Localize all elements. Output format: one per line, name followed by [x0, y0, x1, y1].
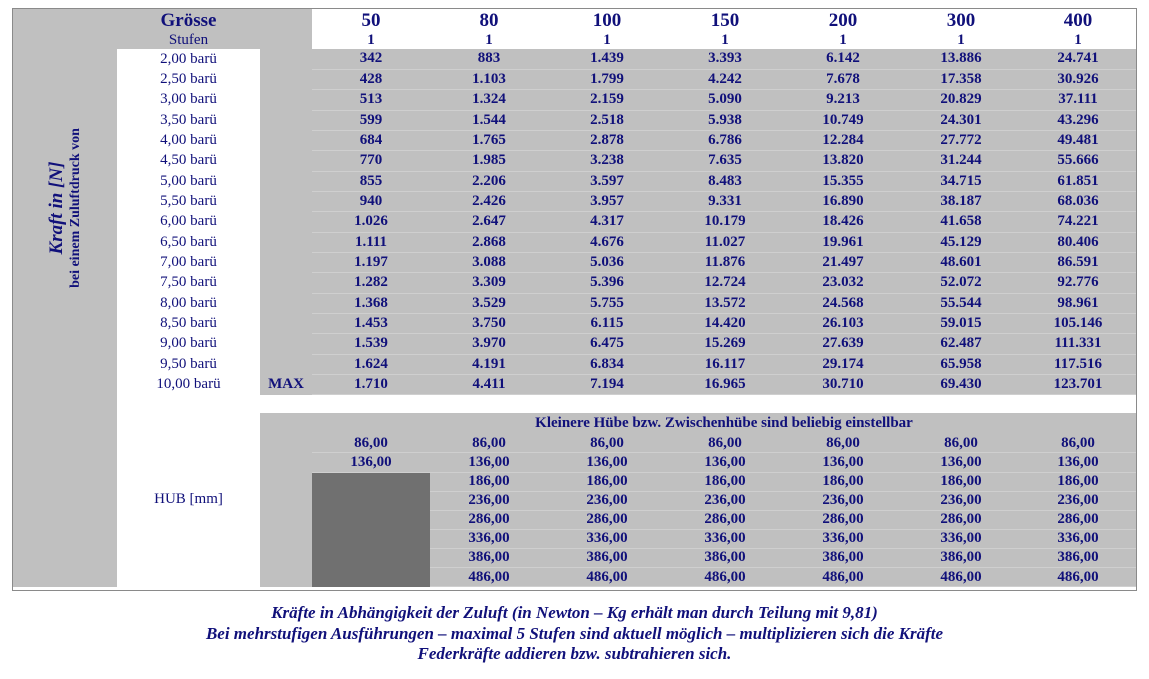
force-value: 4.191	[430, 354, 548, 374]
hub-value: 86,00	[430, 434, 548, 453]
hub-value: 336,00	[784, 529, 902, 548]
force-value: 5.938	[666, 110, 784, 130]
force-value: 855	[312, 171, 430, 191]
table-row	[13, 151, 1136, 171]
force-value: 38.187	[902, 191, 1020, 211]
hub-value: 286,00	[430, 510, 548, 529]
force-value: 2.518	[548, 110, 666, 130]
separator-label	[117, 395, 260, 413]
force-value: 18.426	[784, 212, 902, 232]
hub-value: 236,00	[666, 491, 784, 510]
force-value: 7.194	[548, 375, 666, 395]
hub-value: 336,00	[666, 529, 784, 548]
force-value: 6.786	[666, 130, 784, 150]
force-value: 41.658	[902, 212, 1020, 232]
force-value: 31.244	[902, 151, 1020, 171]
table-row	[13, 130, 1136, 150]
force-value: 1.368	[312, 293, 430, 313]
force-value: 5.036	[548, 252, 666, 272]
force-value: 1.439	[548, 49, 666, 69]
force-value: 7.635	[666, 151, 784, 171]
force-value: 4.317	[548, 212, 666, 232]
side-axis-label	[13, 9, 117, 395]
hub-value: 386,00	[1020, 548, 1136, 567]
force-value: 15.269	[666, 334, 784, 354]
max-marker	[260, 252, 312, 272]
force-value: 3.957	[548, 191, 666, 211]
force-value: 3.309	[430, 273, 548, 293]
force-value: 770	[312, 151, 430, 171]
force-value: 123.701	[1020, 375, 1136, 395]
force-value: 4.676	[548, 232, 666, 252]
pressure-label: 5,00 barü	[117, 171, 260, 191]
force-value: 23.032	[784, 273, 902, 293]
table-row	[13, 212, 1136, 232]
pressure-label: 3,50 barü	[117, 110, 260, 130]
force-value: 6.115	[548, 313, 666, 333]
force-value: 65.958	[902, 354, 1020, 374]
hub-value: 286,00	[548, 510, 666, 529]
force-value: 9.331	[666, 191, 784, 211]
hub-value: 236,00	[430, 491, 548, 510]
force-value: 3.750	[430, 313, 548, 333]
force-value: 37.111	[1020, 90, 1136, 110]
force-value: 74.221	[1020, 212, 1136, 232]
force-value: 92.776	[1020, 273, 1136, 293]
hub-value: 186,00	[430, 472, 548, 491]
hub-value: 236,00	[1020, 491, 1136, 510]
hub-value: 136,00	[666, 453, 784, 472]
force-value: 11.876	[666, 252, 784, 272]
side-subtitle: bei einem Zuluftdruck von	[67, 128, 83, 288]
table-row	[13, 232, 1136, 252]
max-marker	[260, 69, 312, 89]
side-title: Kraft in [N]	[46, 161, 68, 255]
force-value: 16.890	[784, 191, 902, 211]
force-value: 61.851	[1020, 171, 1136, 191]
hub-spacer	[260, 413, 312, 587]
caption-line-1: Kräfte in Abhängigkeit der Zuluft (in Newton – Kg erhält man durch Teilung mit 9,81)	[271, 603, 878, 622]
hub-value: 236,00	[548, 491, 666, 510]
pressure-label: 10,00 barü	[117, 375, 260, 395]
force-table	[13, 9, 1136, 587]
force-value: 55.544	[902, 293, 1020, 313]
max-marker	[260, 354, 312, 374]
hub-value: 336,00	[548, 529, 666, 548]
max-marker	[260, 212, 312, 232]
force-value: 1.453	[312, 313, 430, 333]
max-marker: MAX	[260, 375, 312, 395]
hub-value: 486,00	[902, 568, 1020, 587]
force-value: 13.572	[666, 293, 784, 313]
force-value: 1.544	[430, 110, 548, 130]
max-marker	[260, 171, 312, 191]
hub-value: 336,00	[430, 529, 548, 548]
pressure-label: 3,00 barü	[117, 90, 260, 110]
force-value: 12.284	[784, 130, 902, 150]
table-row	[13, 110, 1136, 130]
size-header-cell: 100	[548, 9, 666, 32]
table-row	[13, 252, 1136, 272]
pressure-label: 4,00 barü	[117, 130, 260, 150]
hub-value: 386,00	[548, 548, 666, 567]
table-row	[13, 191, 1136, 211]
hub-value: 186,00	[548, 472, 666, 491]
stufen-header-cell: 1	[902, 32, 1020, 49]
section-separator	[13, 395, 1136, 413]
stufen-header-label: Stufen	[117, 32, 260, 49]
force-value: 1.111	[312, 232, 430, 252]
hub-value: 336,00	[902, 529, 1020, 548]
table-row	[13, 334, 1136, 354]
table-row	[13, 69, 1136, 89]
max-marker	[260, 130, 312, 150]
force-value: 111.331	[1020, 334, 1136, 354]
force-value: 24.568	[784, 293, 902, 313]
force-value: 3.393	[666, 49, 784, 69]
force-value: 21.497	[784, 252, 902, 272]
force-value: 49.481	[1020, 130, 1136, 150]
force-value: 3.597	[548, 171, 666, 191]
force-value: 4.242	[666, 69, 784, 89]
table-row	[13, 171, 1136, 191]
force-value: 117.516	[1020, 354, 1136, 374]
force-value: 86.591	[1020, 252, 1136, 272]
stufen-header-cell: 1	[666, 32, 784, 49]
force-value: 8.483	[666, 171, 784, 191]
hub-note-row	[13, 413, 1136, 434]
hub-value: 486,00	[430, 568, 548, 587]
force-value: 2.426	[430, 191, 548, 211]
force-value: 30.926	[1020, 69, 1136, 89]
separator-gap	[260, 395, 1136, 413]
hub-value: 86,00	[784, 434, 902, 453]
force-value: 9.213	[784, 90, 902, 110]
force-value: 16.965	[666, 375, 784, 395]
hub-value: 186,00	[666, 472, 784, 491]
pressure-label: 7,50 barü	[117, 273, 260, 293]
force-value: 11.027	[666, 232, 784, 252]
force-value: 26.103	[784, 313, 902, 333]
max-marker	[260, 313, 312, 333]
force-value: 1.985	[430, 151, 548, 171]
force-value: 12.724	[666, 273, 784, 293]
hub-value: 86,00	[666, 434, 784, 453]
table-row	[13, 293, 1136, 313]
hub-value: 136,00	[430, 453, 548, 472]
caption	[0, 603, 1149, 665]
hub-value: 186,00	[784, 472, 902, 491]
hub-value: 286,00	[666, 510, 784, 529]
caption-line-3: Federkräfte addieren bzw. subtrahieren sich.	[417, 644, 732, 663]
force-value: 5.755	[548, 293, 666, 313]
stufen-header-cell: 1	[312, 32, 430, 49]
unavailable-stroke-block	[312, 472, 430, 587]
header-spacer	[260, 9, 312, 49]
force-value: 1.539	[312, 334, 430, 354]
hub-value: 386,00	[430, 548, 548, 567]
force-value: 27.639	[784, 334, 902, 354]
force-value: 98.961	[1020, 293, 1136, 313]
hub-value: 386,00	[902, 548, 1020, 567]
force-value: 10.749	[784, 110, 902, 130]
hub-value: 86,00	[312, 434, 430, 453]
force-value: 52.072	[902, 273, 1020, 293]
force-value: 55.666	[1020, 151, 1136, 171]
force-value: 1.282	[312, 273, 430, 293]
hub-value: 186,00	[1020, 472, 1136, 491]
force-value: 24.741	[1020, 49, 1136, 69]
force-value: 7.678	[784, 69, 902, 89]
force-value: 27.772	[902, 130, 1020, 150]
force-value: 513	[312, 90, 430, 110]
force-table-frame	[12, 8, 1137, 591]
force-value: 428	[312, 69, 430, 89]
hub-value: 136,00	[784, 453, 902, 472]
pressure-label: 4,50 barü	[117, 151, 260, 171]
force-value: 30.710	[784, 375, 902, 395]
pressure-label: 6,00 barü	[117, 212, 260, 232]
force-value: 1.799	[548, 69, 666, 89]
hub-value: 486,00	[784, 568, 902, 587]
force-value: 29.174	[784, 354, 902, 374]
max-marker	[260, 110, 312, 130]
force-value: 2.206	[430, 171, 548, 191]
force-value: 2.868	[430, 232, 548, 252]
force-value: 3.529	[430, 293, 548, 313]
hub-value: 86,00	[902, 434, 1020, 453]
force-value: 34.715	[902, 171, 1020, 191]
force-value: 2.647	[430, 212, 548, 232]
force-value: 1.103	[430, 69, 548, 89]
hub-value: 286,00	[1020, 510, 1136, 529]
hub-value: 336,00	[1020, 529, 1136, 548]
table-row	[13, 49, 1136, 69]
stufen-header-cell: 1	[784, 32, 902, 49]
force-value: 1.765	[430, 130, 548, 150]
stufen-header-cell: 1	[1020, 32, 1136, 49]
force-value: 62.487	[902, 334, 1020, 354]
pressure-label: 7,00 barü	[117, 252, 260, 272]
pressure-label: 8,00 barü	[117, 293, 260, 313]
force-value: 940	[312, 191, 430, 211]
force-value: 105.146	[1020, 313, 1136, 333]
force-value: 4.411	[430, 375, 548, 395]
force-value: 1.624	[312, 354, 430, 374]
pressure-label: 9,00 barü	[117, 334, 260, 354]
hub-value: 386,00	[784, 548, 902, 567]
size-header-label: Grösse	[117, 9, 260, 32]
max-marker	[260, 273, 312, 293]
stufen-header-cell: 1	[548, 32, 666, 49]
force-value: 13.886	[902, 49, 1020, 69]
hub-value: 236,00	[784, 491, 902, 510]
size-header-cell: 400	[1020, 9, 1136, 32]
hub-value: 86,00	[548, 434, 666, 453]
force-value: 69.430	[902, 375, 1020, 395]
max-marker	[260, 232, 312, 252]
hub-value: 486,00	[1020, 568, 1136, 587]
hub-value: 136,00	[1020, 453, 1136, 472]
table-row	[13, 90, 1136, 110]
force-value: 6.834	[548, 354, 666, 374]
table-row	[13, 273, 1136, 293]
force-value: 45.129	[902, 232, 1020, 252]
hub-label: HUB [mm]	[117, 413, 260, 587]
pressure-label: 5,50 barü	[117, 191, 260, 211]
max-marker	[260, 293, 312, 313]
table-row	[13, 354, 1136, 374]
hub-value: 286,00	[784, 510, 902, 529]
pressure-label: 2,50 barü	[117, 69, 260, 89]
force-value: 342	[312, 49, 430, 69]
table-row	[13, 313, 1136, 333]
hub-value: 186,00	[902, 472, 1020, 491]
table-row	[13, 375, 1136, 395]
force-value: 24.301	[902, 110, 1020, 130]
force-value: 17.358	[902, 69, 1020, 89]
force-value: 2.878	[548, 130, 666, 150]
force-value: 6.142	[784, 49, 902, 69]
stufen-header-cell: 1	[430, 32, 548, 49]
hub-value: 236,00	[902, 491, 1020, 510]
force-value: 3.088	[430, 252, 548, 272]
size-header-cell: 200	[784, 9, 902, 32]
force-value: 10.179	[666, 212, 784, 232]
force-value: 1.197	[312, 252, 430, 272]
hub-value: 86,00	[1020, 434, 1136, 453]
force-value: 80.406	[1020, 232, 1136, 252]
max-marker	[260, 191, 312, 211]
force-value: 14.420	[666, 313, 784, 333]
max-marker	[260, 90, 312, 110]
force-value: 20.829	[902, 90, 1020, 110]
pressure-label: 6,50 barü	[117, 232, 260, 252]
hub-value: 136,00	[312, 453, 430, 472]
hub-value: 136,00	[548, 453, 666, 472]
force-value: 883	[430, 49, 548, 69]
hub-value: 386,00	[666, 548, 784, 567]
force-value: 5.090	[666, 90, 784, 110]
size-header-cell: 150	[666, 9, 784, 32]
hub-value: 486,00	[666, 568, 784, 587]
force-value: 3.970	[430, 334, 548, 354]
force-value: 15.355	[784, 171, 902, 191]
force-value: 43.296	[1020, 110, 1136, 130]
pressure-label: 8,50 barü	[117, 313, 260, 333]
force-value: 19.961	[784, 232, 902, 252]
force-value: 1.324	[430, 90, 548, 110]
separator-side	[13, 395, 117, 413]
force-value: 599	[312, 110, 430, 130]
pressure-label: 2,00 barü	[117, 49, 260, 69]
force-value: 68.036	[1020, 191, 1136, 211]
force-value: 48.601	[902, 252, 1020, 272]
force-value: 59.015	[902, 313, 1020, 333]
size-header-cell: 80	[430, 9, 548, 32]
force-value: 3.238	[548, 151, 666, 171]
hub-value: 486,00	[548, 568, 666, 587]
hub-value: 286,00	[902, 510, 1020, 529]
force-value: 684	[312, 130, 430, 150]
max-marker	[260, 334, 312, 354]
hub-note: Kleinere Hübe bzw. Zwischenhübe sind beliebig einstellbar	[312, 413, 1136, 434]
force-value: 1.710	[312, 375, 430, 395]
force-value: 13.820	[784, 151, 902, 171]
force-value: 5.396	[548, 273, 666, 293]
force-value: 6.475	[548, 334, 666, 354]
force-value: 1.026	[312, 212, 430, 232]
size-header-cell: 300	[902, 9, 1020, 32]
force-value: 2.159	[548, 90, 666, 110]
caption-line-2: Bei mehrstufigen Ausführungen – maximal 5 Stufen sind aktuell möglich – multiplizieren sich die Kräfte	[205, 623, 944, 643]
force-value: 16.117	[666, 354, 784, 374]
max-marker	[260, 151, 312, 171]
pressure-label: 9,50 barü	[117, 354, 260, 374]
header-stufen-row	[13, 32, 1136, 49]
header-size-row	[13, 9, 1136, 32]
max-marker	[260, 49, 312, 69]
size-header-cell: 50	[312, 9, 430, 32]
hub-value: 136,00	[902, 453, 1020, 472]
hub-side	[13, 413, 117, 587]
